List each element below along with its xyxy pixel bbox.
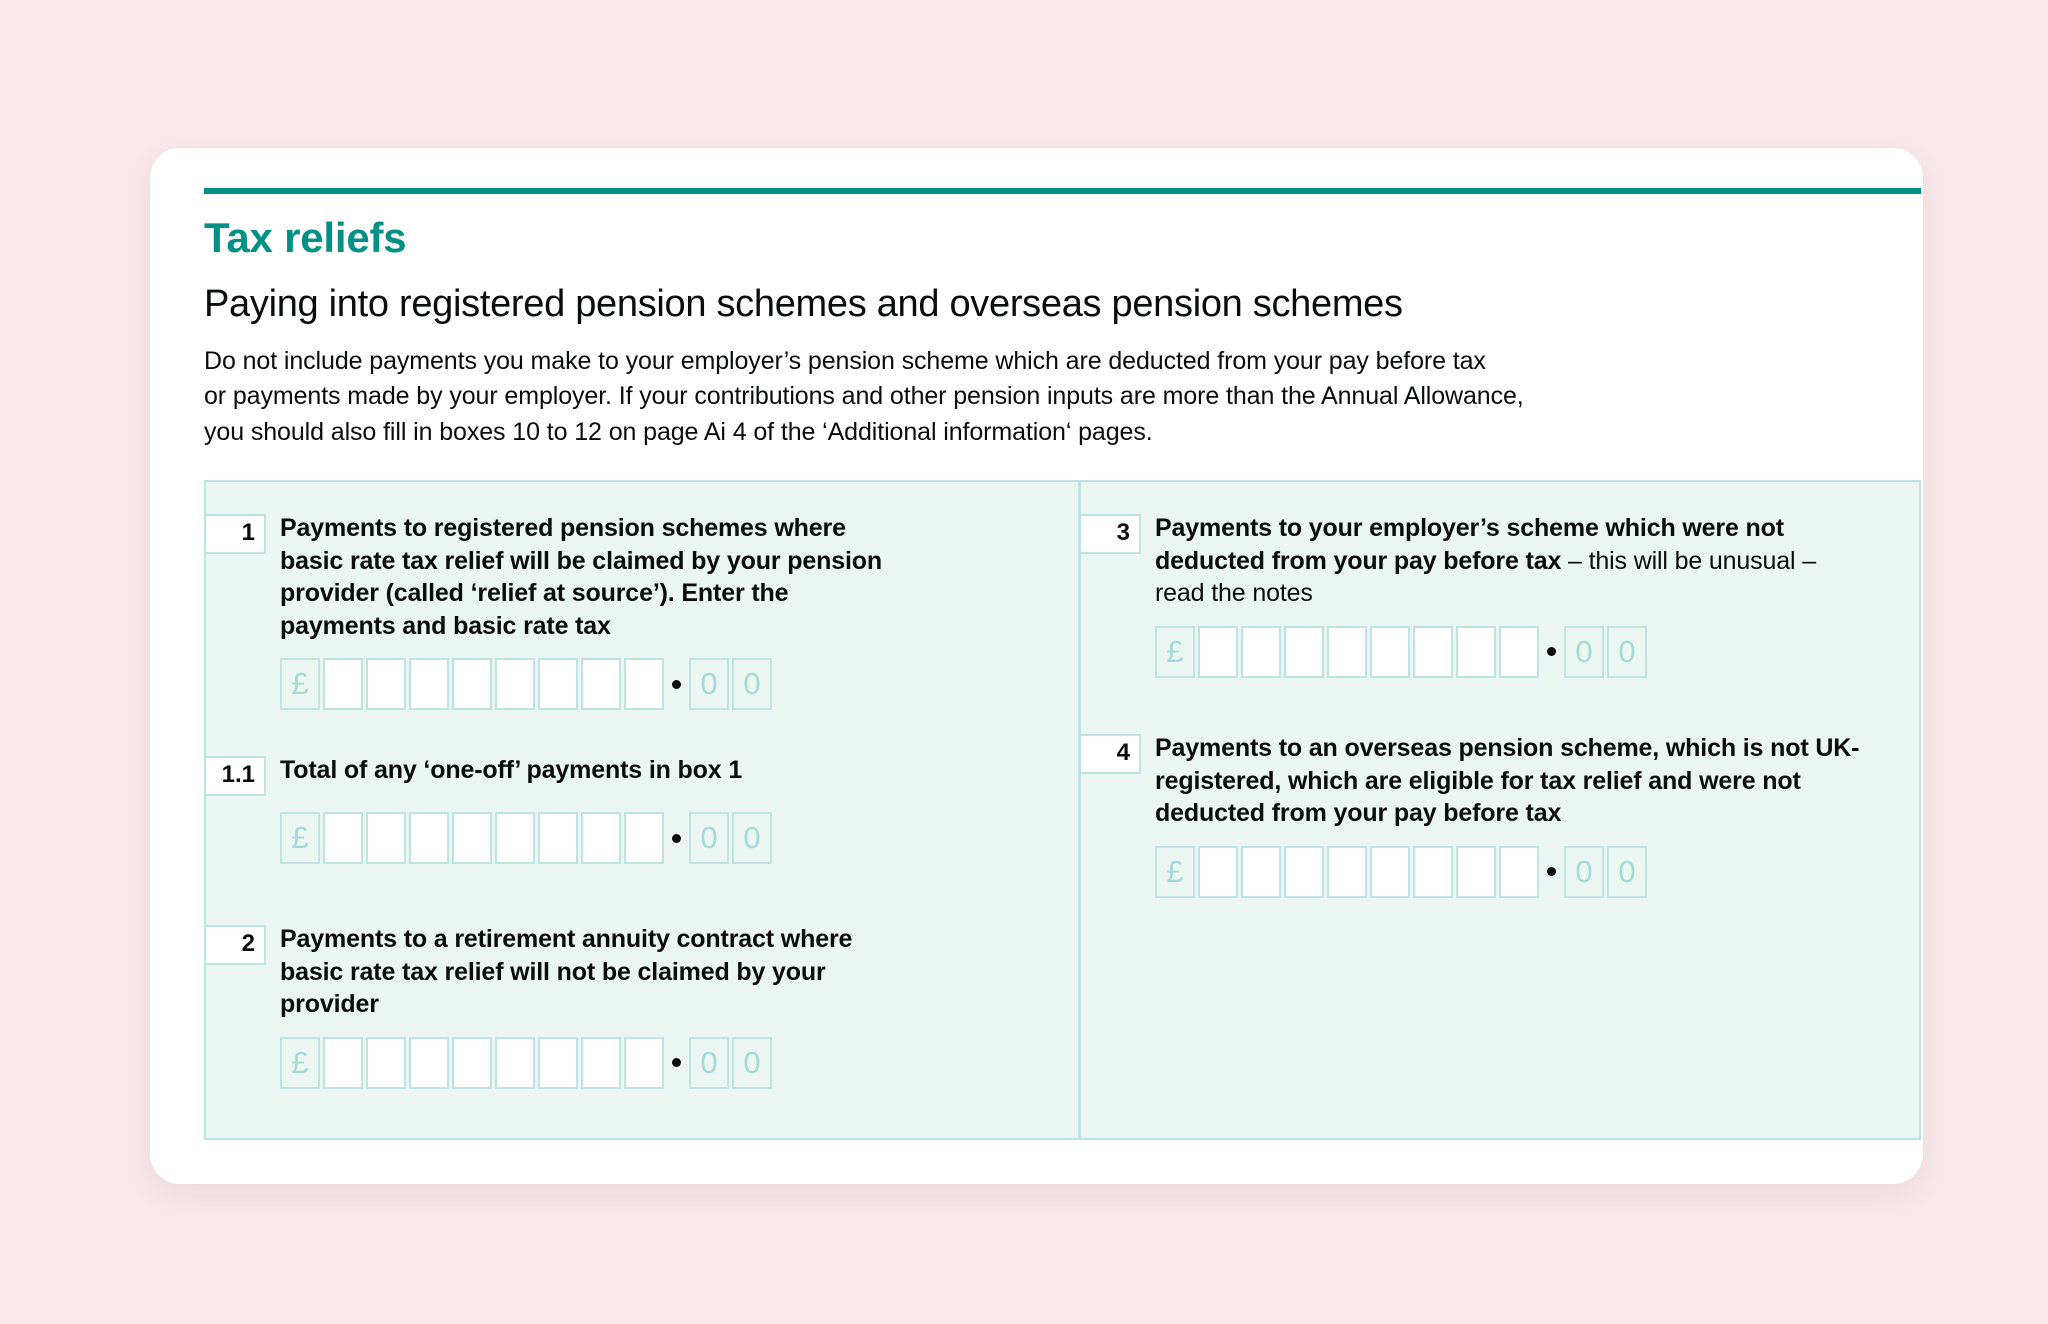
field-box-1	[204, 512, 924, 710]
digit-cell[interactable]	[495, 658, 535, 710]
intro-line-3: you should also fill in boxes 10 to 12 on page Ai 4 of the ‘Additional information‘ pages.	[204, 417, 1153, 446]
digit-cell[interactable]	[1456, 846, 1496, 898]
digit-cell[interactable]	[366, 658, 406, 710]
intro-line-1: Do not include payments you make to your employer’s pension scheme which are deducted from your pay before tax	[204, 346, 1486, 375]
currency-input-box-3[interactable]	[1155, 626, 1869, 678]
field-box-4-head	[1079, 732, 1869, 830]
digit-cell[interactable]	[1327, 626, 1367, 678]
digit-cell[interactable]	[409, 658, 449, 710]
digit-cell[interactable]	[1284, 626, 1324, 678]
digit-cell[interactable]	[495, 1037, 535, 1089]
digit-cell[interactable]	[624, 1037, 664, 1089]
digit-cell[interactable]	[1413, 846, 1453, 898]
currency-symbol-icon: £	[280, 1037, 320, 1089]
box-number-4: 4	[1079, 734, 1141, 774]
field-box-2-label	[280, 923, 900, 1021]
field-box-4-label	[1155, 732, 1867, 830]
digit-cell[interactable]	[323, 812, 363, 864]
pence-cell[interactable]: 0	[1564, 846, 1604, 898]
decimal-point	[1547, 867, 1556, 876]
pence-cell[interactable]: 0	[1607, 626, 1647, 678]
digit-cell[interactable]	[366, 1037, 406, 1089]
panel-column-left	[206, 482, 1078, 1138]
digit-cell[interactable]	[1284, 846, 1324, 898]
digit-cell[interactable]	[581, 1037, 621, 1089]
field-box-3	[1079, 512, 1869, 678]
page-subtitle: Paying into registered pension schemes and overseas pension schemes	[204, 283, 1403, 326]
currency-input-box-1-1[interactable]	[280, 812, 924, 864]
field-box-3-label-note: – this will be unusual – read the notes	[1155, 546, 1816, 608]
field-box-1-1-head	[204, 754, 924, 796]
currency-symbol-icon: £	[1155, 626, 1195, 678]
digit-cell[interactable]	[1413, 626, 1453, 678]
digit-cell[interactable]	[452, 1037, 492, 1089]
currency-symbol-icon: £	[280, 812, 320, 864]
field-box-2	[204, 923, 924, 1089]
box-number-3: 3	[1079, 514, 1141, 554]
field-box-3-label-bold: Payments to your employer’s scheme which were not deducted from your pay before tax	[1155, 514, 1784, 575]
digit-cell[interactable]	[1499, 626, 1539, 678]
digit-cell[interactable]	[1198, 846, 1238, 898]
field-box-4-label-bold: Payments to an overseas pension scheme, which is not UK-registered, which are eligible for tax relief and were not deducted from your pay before tax	[1155, 734, 1860, 828]
digit-cell[interactable]	[323, 658, 363, 710]
decimal-point	[672, 680, 681, 689]
box-number-1: 1	[204, 514, 266, 554]
field-box-1-label-bold: Payments to registered pension schemes where basic rate tax relief will be claimed by your pension provider (called ‘relief at source’). Enter the payments and basic rate tax	[280, 514, 882, 640]
decimal-point	[672, 834, 681, 843]
digit-cell[interactable]	[538, 658, 578, 710]
pence-cell[interactable]: 0	[689, 658, 729, 710]
currency-input-box-1[interactable]	[280, 658, 924, 710]
box-number-2: 2	[204, 925, 266, 965]
digit-cell[interactable]	[1456, 626, 1496, 678]
field-box-4	[1079, 732, 1869, 898]
digit-cell[interactable]	[538, 1037, 578, 1089]
digit-cell[interactable]	[1370, 626, 1410, 678]
digit-cell[interactable]	[624, 658, 664, 710]
field-box-2-label-bold: Payments to a retirement annuity contract where basic rate tax relief will not be claimed by your provider	[280, 925, 853, 1019]
digit-cell[interactable]	[1241, 846, 1281, 898]
digit-cell[interactable]	[495, 812, 535, 864]
field-box-1-head	[204, 512, 924, 642]
digit-cell[interactable]	[452, 658, 492, 710]
digit-cell[interactable]	[323, 1037, 363, 1089]
currency-input-box-2[interactable]	[280, 1037, 924, 1089]
digit-cell[interactable]	[1499, 846, 1539, 898]
pence-cell[interactable]: 0	[1564, 626, 1604, 678]
panel-column-right	[1078, 482, 1919, 1138]
field-box-2-head	[204, 923, 924, 1021]
decimal-point	[1547, 647, 1556, 656]
field-box-3-label	[1155, 512, 1855, 610]
pence-cell[interactable]: 0	[1607, 846, 1647, 898]
digit-cell[interactable]	[1198, 626, 1238, 678]
digit-cell[interactable]	[581, 812, 621, 864]
pence-cell[interactable]: 0	[732, 1037, 772, 1089]
field-box-1-1-label	[280, 754, 900, 787]
field-box-1-1	[204, 754, 924, 864]
field-box-1-1-label-bold: Total of any ‘one-off’ payments in box 1	[280, 756, 743, 785]
digit-cell[interactable]	[624, 812, 664, 864]
digit-cell[interactable]	[452, 812, 492, 864]
intro-line-2: or payments made by your employer. If your contributions and other pension inputs are more than the Annual Allowance,	[204, 382, 1524, 411]
pension-payments-panel	[204, 480, 1921, 1140]
digit-cell[interactable]	[1241, 626, 1281, 678]
currency-symbol-icon: £	[1155, 846, 1195, 898]
digit-cell[interactable]	[366, 812, 406, 864]
currency-input-box-4[interactable]	[1155, 846, 1869, 898]
intro-paragraph	[204, 344, 1895, 451]
form-card	[150, 148, 1923, 1184]
digit-cell[interactable]	[409, 1037, 449, 1089]
pence-cell[interactable]: 0	[732, 658, 772, 710]
digit-cell[interactable]	[1370, 846, 1410, 898]
pence-cell[interactable]: 0	[732, 812, 772, 864]
pence-cell[interactable]: 0	[689, 1037, 729, 1089]
digit-cell[interactable]	[409, 812, 449, 864]
currency-symbol-icon: £	[280, 658, 320, 710]
digit-cell[interactable]	[1327, 846, 1367, 898]
digit-cell[interactable]	[581, 658, 621, 710]
field-box-1-label	[280, 512, 900, 642]
pence-cell[interactable]: 0	[689, 812, 729, 864]
decimal-point	[672, 1058, 681, 1067]
section-accent-rule	[204, 188, 1921, 194]
digit-cell[interactable]	[538, 812, 578, 864]
field-box-3-head	[1079, 512, 1869, 610]
section-title: Tax reliefs	[204, 214, 407, 261]
box-number-1-1: 1.1	[204, 756, 266, 796]
